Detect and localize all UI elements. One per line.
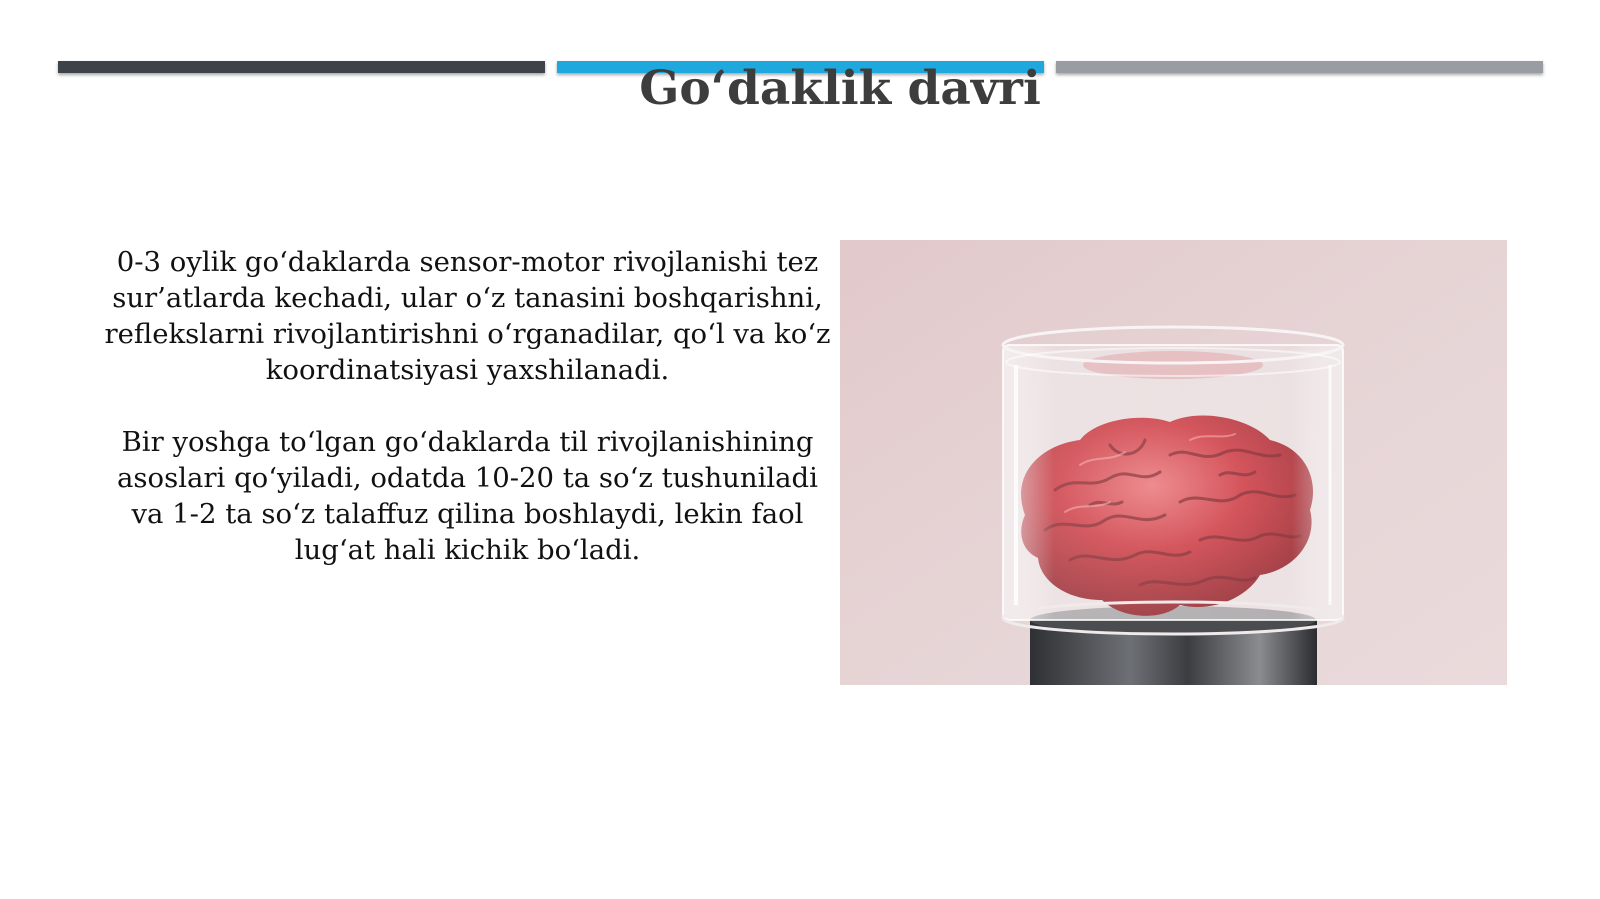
header-bar-dark bbox=[58, 61, 545, 73]
body-text bbox=[100, 244, 835, 568]
slide-title: Go‘daklik davri bbox=[639, 61, 1041, 116]
brain-jar-image bbox=[840, 240, 1507, 685]
paragraph-1: 0-3 oylik go‘daklarda sensor-motor rivojlanishi tez sur’atlarda kechadi, ular o‘z tanasini boshqarishni, reflekslarni rivojlantirishni o‘rganadilar, qo‘l va ko‘z koordinatsiyasi yaxshilanadi. bbox=[104, 246, 831, 386]
paragraph-2: Bir yoshga to‘lgan go‘daklarda til rivojlanishining asoslari qo‘yiladi, odatda 10-20 ta so‘z tushuniladi va 1-2 ta so‘z talaffuz qilina boshlaydi, lekin faol lug‘at hali kichik bo‘ladi. bbox=[117, 426, 818, 566]
header-bar-gray bbox=[1056, 61, 1543, 73]
brain-jar-illustration bbox=[840, 240, 1507, 685]
